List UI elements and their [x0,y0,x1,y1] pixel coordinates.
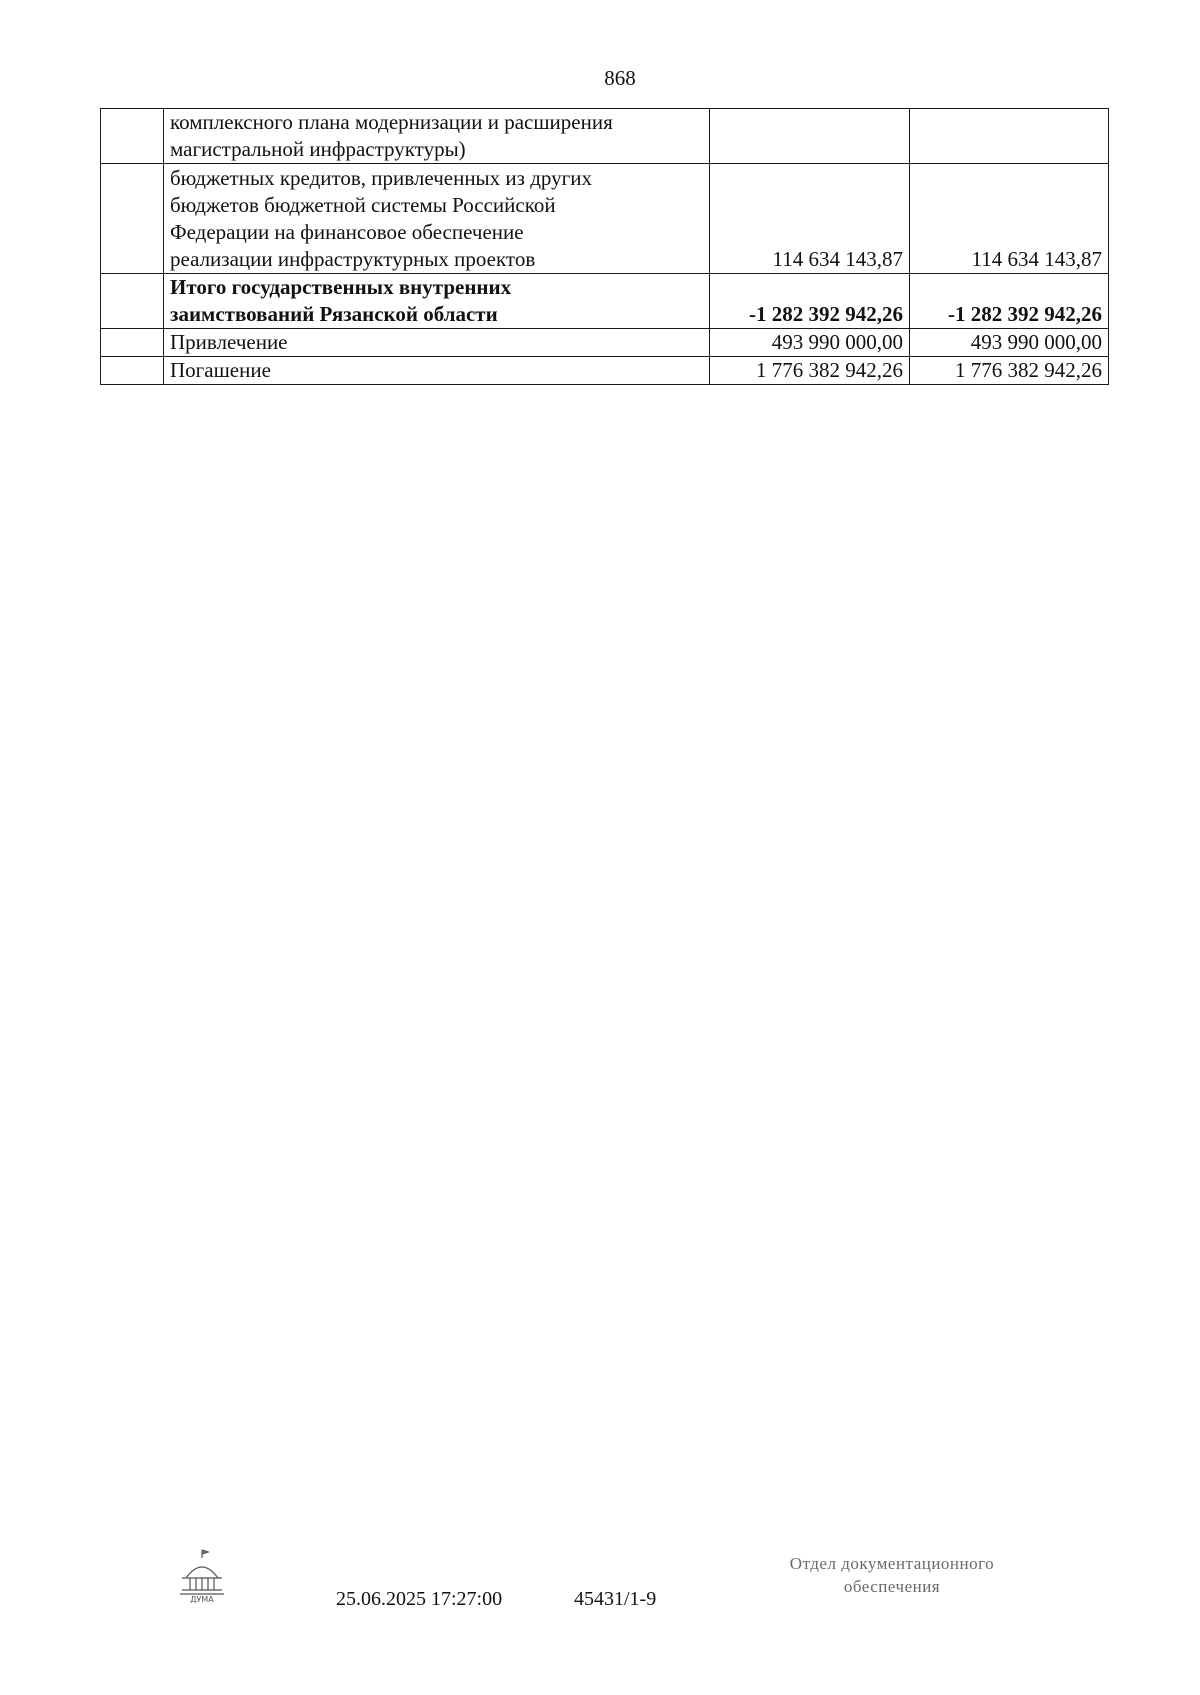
row-name-text: бюджетных кредитов, привлеченных из других бюджетов бюджетной системы Российской Федерации на финансовое обеспечение реализации инфраструктурных проектов [170,166,592,271]
duma-logo-icon [176,1548,228,1604]
row-value-1-cell [710,109,910,164]
row-value-2-cell: 1 776 382 942,26 [910,357,1109,385]
table-row-total [101,274,1109,329]
page-number: 868 [604,66,636,90]
row-name-cell: Привлечение [164,329,710,357]
table-row [101,164,1109,274]
logo-text: ДУМА [190,1595,214,1604]
row-value-1-cell: 1 776 382 942,26 [710,357,910,385]
department-stamp [752,1552,1032,1598]
footer-datetime: 25.06.2025 17:27:00 [336,1588,503,1610]
row-code-cell [101,329,164,357]
row-code-cell [101,274,164,329]
row-code-cell [101,109,164,164]
row-code-cell [101,164,164,274]
row-value-1-cell: 114 634 143,87 [710,164,910,274]
footer-doc-code: 45431/1-9 [574,1588,657,1610]
row-name-cell: Погашение [164,357,710,385]
row-name-cell [164,274,710,329]
table-row [101,109,1109,164]
row-value-1-cell: -1 282 392 942,26 [710,274,910,329]
borrowings-table [100,108,1109,385]
row-name-text: Итого государственных внутренних заимствований Рязанской области [170,275,512,326]
row-code-cell [101,357,164,385]
row-value-2-cell: -1 282 392 942,26 [910,274,1109,329]
row-value-2-cell: 114 634 143,87 [910,164,1109,274]
row-value-1-cell: 493 990 000,00 [710,329,910,357]
department-line-2: обеспечения [843,1577,941,1596]
row-value-2-cell [910,109,1109,164]
row-name-text: комплексного плана модернизации и расширения магистральной инфраструктуры) [170,110,613,161]
table-row [101,357,1109,385]
department-line-1: Отдел документационного [789,1554,995,1573]
row-name-cell [164,109,710,164]
row-value-2-cell: 493 990 000,00 [910,329,1109,357]
row-name-cell [164,164,710,274]
table-row [101,329,1109,357]
